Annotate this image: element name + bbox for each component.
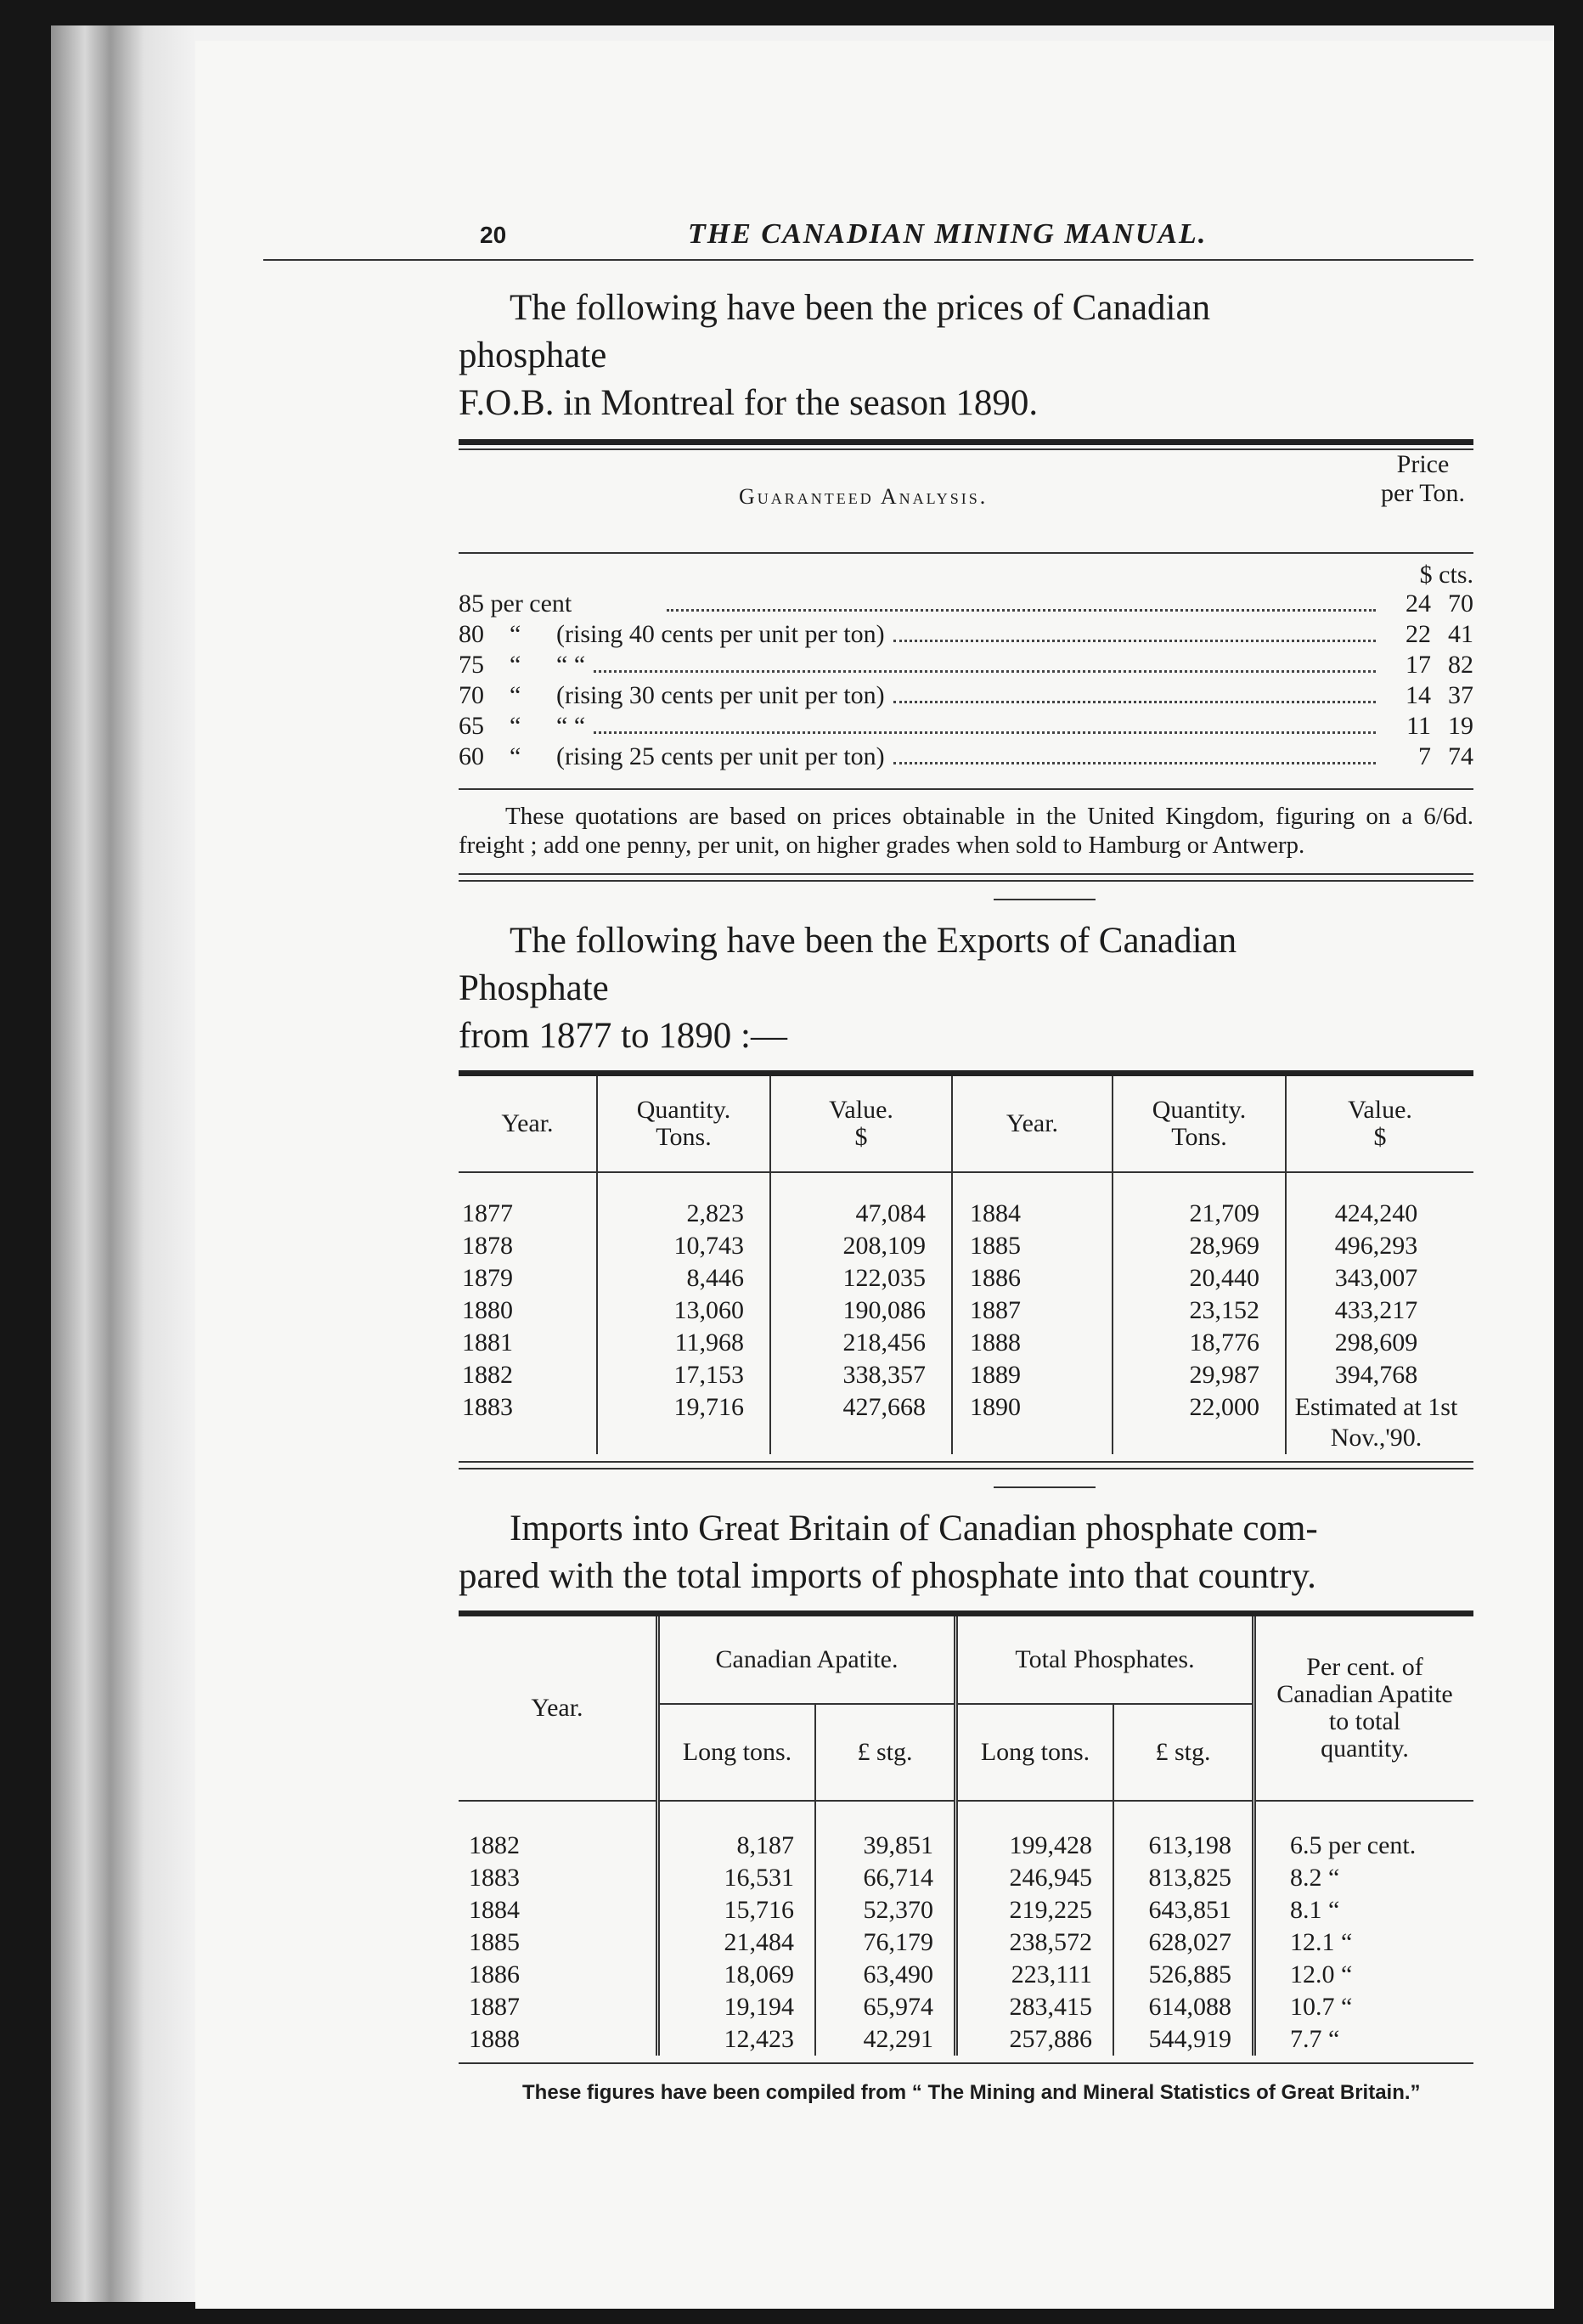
export-year: 1878 — [459, 1230, 597, 1262]
total-long-tons: 199,428 — [956, 1801, 1114, 1862]
price-table-body — [459, 589, 1473, 773]
total-stg: 643,851 — [1113, 1894, 1254, 1926]
export-quantity: 18,776 — [1113, 1327, 1286, 1359]
rule — [459, 788, 1473, 790]
export-value: 427,668 — [770, 1391, 952, 1454]
canadian-stg: 76,179 — [815, 1926, 956, 1959]
percent-unit: “ — [1328, 1896, 1340, 1924]
export-value: 424,240 — [1334, 1199, 1418, 1227]
rule — [459, 1461, 1473, 1469]
col-total-long-tons: Long tons. — [956, 1704, 1114, 1801]
export-value: 343,007 — [1334, 1264, 1418, 1292]
canadian-stg: 52,370 — [815, 1894, 956, 1926]
export-year: 1882 — [459, 1359, 597, 1391]
page-content — [263, 217, 1473, 2105]
col-year-a: Year. — [459, 1076, 597, 1172]
export-year: 1885 — [952, 1230, 1113, 1262]
col-total-phosphates: Total Phosphates. — [956, 1616, 1254, 1704]
price-intro-line1: The following have been the prices of Canadian phosphate — [459, 288, 1211, 375]
col-value-line1: Value. — [1348, 1096, 1412, 1124]
table-row — [459, 1862, 1473, 1894]
canadian-long-tons: 8,187 — [658, 1801, 816, 1862]
running-head — [263, 217, 1473, 261]
price-row — [459, 742, 1473, 773]
price-grade: 80 — [459, 620, 484, 648]
col-quantity-line2: Tons. — [656, 1123, 712, 1151]
canadian-stg: 65,974 — [815, 1991, 956, 2023]
percent-unit: “ — [1341, 1960, 1353, 1988]
col-canadian-apatite: Canadian Apatite. — [658, 1616, 956, 1704]
col-year-b: Year. — [952, 1076, 1113, 1172]
rule — [459, 873, 1473, 882]
exports-intro-line2: from 1877 to 1890 :— — [459, 1016, 787, 1056]
price-grade: 70 — [459, 681, 484, 709]
percent-cell — [1254, 1926, 1474, 1959]
col-value-line2: $ — [1373, 1123, 1387, 1151]
price-cents: 74 — [1448, 742, 1473, 770]
col-canadian-long-tons: Long tons. — [658, 1704, 816, 1801]
table-row — [459, 1894, 1473, 1926]
export-value: Estimated at 1st Nov.,'90. — [1294, 1393, 1458, 1452]
table-row — [459, 1295, 1473, 1327]
price-ditto: “ — [510, 681, 521, 709]
table-row — [459, 1327, 1473, 1359]
export-quantity: 2,823 — [597, 1172, 770, 1230]
price-ditto: “ — [510, 712, 521, 740]
percent-value: 10.7 — [1290, 1993, 1335, 2021]
percent-unit: “ — [1328, 2025, 1340, 2053]
export-year: 1887 — [952, 1295, 1113, 1327]
col-percent-line1: Per cent. of — [1306, 1653, 1423, 1681]
export-quantity: 11,968 — [597, 1327, 770, 1359]
import-year: 1885 — [459, 1926, 658, 1959]
price-dollars: 7 — [1418, 742, 1431, 770]
export-value: 208,109 — [770, 1230, 952, 1262]
percent-cell — [1254, 1801, 1474, 1862]
export-year: 1888 — [952, 1327, 1113, 1359]
export-year: 1879 — [459, 1262, 597, 1295]
leader-dots — [893, 700, 1376, 703]
table-row — [459, 1991, 1473, 2023]
percent-unit: “ — [1328, 1864, 1340, 1892]
leader-dots — [893, 639, 1376, 642]
col-percent-line2: Canadian Apatite — [1276, 1680, 1453, 1708]
total-stg: 813,825 — [1113, 1862, 1254, 1894]
col-percent-line4: quantity. — [1321, 1735, 1409, 1763]
canadian-stg: 39,851 — [815, 1801, 956, 1862]
table-row — [459, 1959, 1473, 1991]
page-number: 20 — [480, 222, 507, 248]
price-units: $ cts. — [1419, 561, 1473, 589]
canadian-long-tons: 15,716 — [658, 1894, 816, 1926]
price-rising: (rising 30 cents per unit per ton) — [556, 681, 885, 709]
canadian-long-tons: 16,531 — [658, 1862, 816, 1894]
import-year: 1883 — [459, 1862, 658, 1894]
price-grade: 65 — [459, 712, 484, 740]
export-quantity: 23,152 — [1113, 1295, 1286, 1327]
total-long-tons: 219,225 — [956, 1894, 1114, 1926]
price-cents: 41 — [1448, 620, 1473, 648]
exports-table — [459, 1076, 1473, 1454]
canadian-stg: 66,714 — [815, 1862, 956, 1894]
leader-dots — [594, 669, 1376, 673]
percent-unit: “ — [1341, 1928, 1353, 1956]
price-ditto: “ — [510, 620, 521, 648]
table-row — [459, 1262, 1473, 1295]
col-price-line1: Price — [1396, 450, 1450, 478]
export-value: 433,217 — [1334, 1296, 1418, 1324]
price-dollars: 22 — [1406, 620, 1431, 648]
price-rising: (rising 40 cents per unit per ton) — [556, 620, 885, 648]
export-year: 1884 — [952, 1172, 1113, 1230]
percent-cell — [1254, 1959, 1474, 1991]
price-grade: 85 per cent — [459, 589, 572, 618]
price-cents: 37 — [1448, 681, 1473, 709]
price-note: These quotations are based on prices obtainable in the United Kingdom, figuring on a 6/6d. freight ; add one penny, per unit, on higher grades when sold to Hamburg or Antwerp. — [459, 803, 1473, 859]
percent-value: 12.1 — [1290, 1928, 1335, 1956]
percent-unit: “ — [1341, 1993, 1353, 2021]
percent-value: 7.7 — [1290, 2025, 1322, 2053]
percent-value: 12.0 — [1290, 1960, 1335, 1988]
percent-cell — [1254, 1862, 1474, 1894]
col-price-per-ton — [1381, 450, 1465, 508]
import-year: 1884 — [459, 1894, 658, 1926]
export-year: 1886 — [952, 1262, 1113, 1295]
export-value: 298,609 — [1334, 1328, 1418, 1357]
export-quantity: 17,153 — [597, 1359, 770, 1391]
total-long-tons: 223,111 — [956, 1959, 1114, 1991]
export-value: 218,456 — [770, 1327, 952, 1359]
canadian-long-tons: 18,069 — [658, 1959, 816, 1991]
total-stg: 614,088 — [1113, 1991, 1254, 2023]
table-row — [459, 1391, 1473, 1454]
price-dollars: 14 — [1406, 681, 1431, 709]
footer-note: These figures have been compiled from “ The Mining and Mineral Statistics of Great Britain.” — [522, 2081, 1421, 2104]
import-year: 1888 — [459, 2023, 658, 2056]
total-long-tons: 238,572 — [956, 1926, 1114, 1959]
price-grade: 60 — [459, 742, 484, 770]
total-long-tons: 246,945 — [956, 1862, 1114, 1894]
export-quantity: 29,987 — [1113, 1359, 1286, 1391]
canadian-long-tons: 19,194 — [658, 1991, 816, 2023]
col-value-b — [1286, 1076, 1473, 1172]
export-year: 1889 — [952, 1359, 1113, 1391]
export-quantity: 8,446 — [597, 1262, 770, 1295]
exports-intro-line1: The following have been the Exports of Canadian Phosphate — [459, 921, 1237, 1008]
rule — [459, 1070, 1473, 1076]
imports-intro-line2: pared with the total imports of phosphate into that country. — [459, 1556, 1316, 1596]
price-row — [459, 651, 1473, 681]
col-percent-line3: to total — [1328, 1707, 1401, 1735]
export-quantity: 28,969 — [1113, 1230, 1286, 1262]
price-ditto: “ — [510, 651, 521, 679]
price-cents: 19 — [1448, 712, 1473, 740]
table-row — [459, 1359, 1473, 1391]
price-row — [459, 620, 1473, 651]
percent-cell — [1254, 1894, 1474, 1926]
total-stg: 613,198 — [1113, 1801, 1254, 1862]
export-quantity: 19,716 — [597, 1391, 770, 1454]
export-year: 1881 — [459, 1327, 597, 1359]
journal-title: THE CANADIAN MINING MANUAL. — [688, 218, 1208, 250]
rule — [459, 439, 1473, 445]
col-quantity-line1: Quantity. — [1152, 1096, 1247, 1124]
price-rising: (rising 25 cents per unit per ton) — [556, 742, 885, 770]
section-divider — [994, 1486, 1096, 1488]
export-value: 496,293 — [1334, 1232, 1418, 1260]
price-rising: “ “ — [556, 712, 586, 740]
total-stg: 526,885 — [1113, 1959, 1254, 1991]
col-year: Year. — [459, 1616, 658, 1801]
col-price-line2: per Ton. — [1381, 479, 1465, 507]
canadian-long-tons: 12,423 — [658, 2023, 816, 2056]
col-guaranteed-analysis: Guaranteed Analysis. — [739, 484, 989, 509]
col-percent — [1254, 1616, 1474, 1801]
export-quantity: 20,440 — [1113, 1262, 1286, 1295]
leader-dots — [667, 608, 1376, 612]
imports-table — [459, 1616, 1473, 2056]
export-value: 122,035 — [770, 1262, 952, 1295]
col-quantity-a — [597, 1076, 770, 1172]
percent-unit: per cent. — [1328, 1831, 1417, 1859]
col-quantity-line2: Tons. — [1171, 1123, 1227, 1151]
price-grade: 75 — [459, 651, 484, 679]
col-total-stg: £ stg. — [1113, 1704, 1254, 1801]
col-value-a — [770, 1076, 952, 1172]
export-value: 47,084 — [770, 1172, 952, 1230]
rule — [459, 1610, 1473, 1616]
export-year: 1877 — [459, 1172, 597, 1230]
table-row — [459, 1230, 1473, 1262]
export-quantity: 22,000 — [1113, 1391, 1286, 1454]
price-dollars: 17 — [1406, 651, 1431, 679]
section-divider — [994, 899, 1096, 900]
export-value: 338,357 — [770, 1359, 952, 1391]
price-rising: “ “ — [556, 651, 586, 679]
price-row — [459, 681, 1473, 712]
leader-dots — [893, 761, 1376, 764]
price-cents: 82 — [1448, 651, 1473, 679]
col-value-line1: Value. — [829, 1096, 893, 1124]
col-quantity-b — [1113, 1076, 1286, 1172]
percent-value: 6.5 — [1290, 1831, 1322, 1859]
price-intro-line2: F.O.B. in Montreal for the season 1890. — [459, 383, 1039, 423]
export-value: 394,768 — [1334, 1361, 1418, 1389]
col-quantity-line1: Quantity. — [636, 1096, 731, 1124]
rule — [459, 2062, 1473, 2064]
rule — [459, 552, 1473, 554]
canadian-stg: 63,490 — [815, 1959, 956, 1991]
percent-cell — [1254, 1991, 1474, 2023]
price-table-header — [459, 450, 1473, 552]
leader-dots — [594, 730, 1376, 734]
canadian-stg: 42,291 — [815, 2023, 956, 2056]
export-quantity: 21,709 — [1113, 1172, 1286, 1230]
export-value: 190,086 — [770, 1295, 952, 1327]
price-cents: 70 — [1448, 589, 1473, 618]
col-canadian-stg: £ stg. — [815, 1704, 956, 1801]
table-row — [459, 1926, 1473, 1959]
col-value-line2: $ — [854, 1123, 868, 1151]
percent-cell — [1254, 2023, 1474, 2056]
price-dollars: 24 — [1406, 589, 1431, 618]
export-year: 1890 — [952, 1391, 1113, 1454]
total-long-tons: 283,415 — [956, 1991, 1114, 2023]
canadian-long-tons: 21,484 — [658, 1926, 816, 1959]
price-row — [459, 712, 1473, 742]
imports-intro-line1: Imports into Great Britain of Canadian phosphate com- — [510, 1509, 1318, 1548]
export-year: 1880 — [459, 1295, 597, 1327]
percent-value: 8.2 — [1290, 1864, 1322, 1892]
price-row — [459, 589, 1473, 620]
import-year: 1886 — [459, 1959, 658, 1991]
import-year: 1882 — [459, 1801, 658, 1862]
price-dollars: 11 — [1406, 712, 1431, 740]
table-row — [459, 2023, 1473, 2056]
price-ditto: “ — [510, 742, 521, 770]
export-year: 1883 — [459, 1391, 597, 1454]
export-quantity: 13,060 — [597, 1295, 770, 1327]
total-long-tons: 257,886 — [956, 2023, 1114, 2056]
total-stg: 628,027 — [1113, 1926, 1254, 1959]
table-row — [459, 1801, 1473, 1862]
import-year: 1887 — [459, 1991, 658, 2023]
percent-value: 8.1 — [1290, 1896, 1322, 1924]
total-stg: 544,919 — [1113, 2023, 1254, 2056]
export-quantity: 10,743 — [597, 1230, 770, 1262]
table-row — [459, 1172, 1473, 1230]
